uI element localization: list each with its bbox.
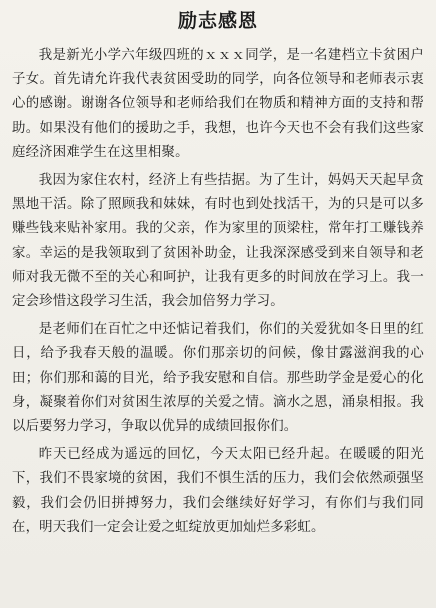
paragraph-3: 是老师们在百忙之中还惦记着我们，你们的关爱犹如冬日里的红日，给予我春天般的温暖。你们那亲切的问候，像甘露滋润我的心田；你们那和蔼的目光，给予我安慰和自信。那些助学金是爱心的化身，凝聚着你们对贫困生浓厚的关爱之情。滴水之恩，涌泉相报。我以后要努力学习，争取以优异的成绩回报你们。 <box>12 322 424 435</box>
paragraph-4: 昨天已经成为遥远的回忆，今天太阳已经升起。在暖暖的阳光下，我们不畏家境的贫困，我们不惧生活的压力，我们会依然顽强坚毅，我们会仍旧拼搏努力，我们会继续好好学习，有你们与我们同在，明天我们一定会让爱之虹绽放更加灿烂多彩虹。 <box>12 447 424 535</box>
paragraph-2: 我因为家住农村，经济上有些拮据。为了生计，妈妈天天起早贪黑地干活。除了照顾我和妹妹，有时也到处找活干，为的只是可以多赚些钱来贴补家用。我的父亲，作为家里的顶梁柱，常年打工赚钱养家。幸运的是我领取到了贫困补助金，让我深深感受到来自领导和老师对我无微不至的关心和呵护，让我有更多的时间放在学习上。我一定会珍惜这段学习生活，我会加倍努力学习。 <box>12 173 424 310</box>
document-title: 励志感恩 <box>177 10 258 32</box>
paragraph-1: 我是新光小学六年级四班的ｘｘｘ同学，是一名建档立卡贫困户子女。首先请允许我代表贫困受助的同学，向各位领导和老师表示衷心的感谢。谢谢各位领导和老师给我们在物质和精神方面的支持和帮助。如果没有他们的援助之手，我想，也许今天也不会有我们这些家庭经济困难学生在这里相聚。 <box>12 48 424 160</box>
